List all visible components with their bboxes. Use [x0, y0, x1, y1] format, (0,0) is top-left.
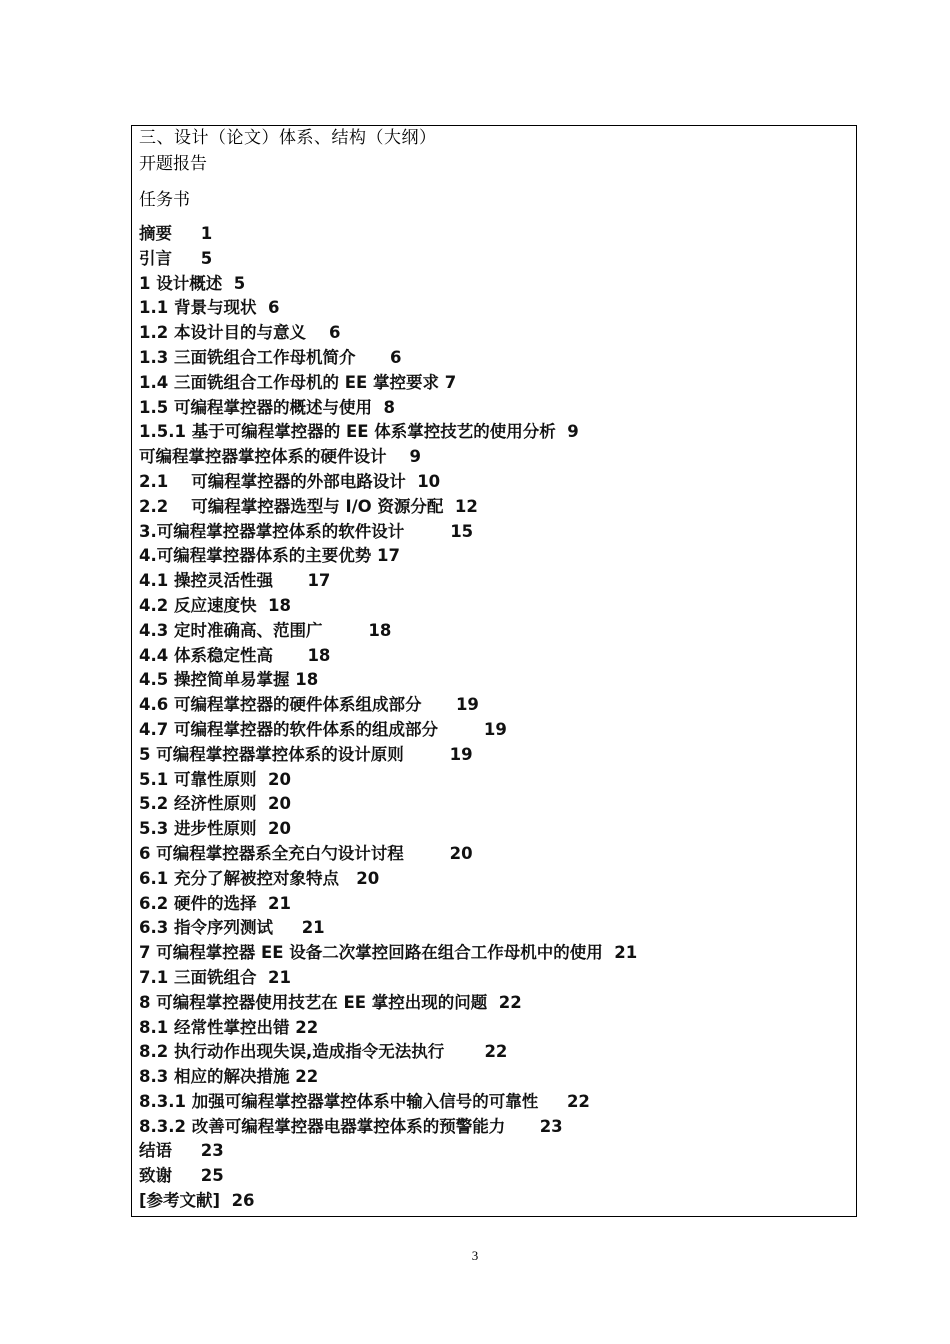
toc-entry: 8.2 执行动作出现失误,造成指令无法执行 22: [139, 1042, 508, 1062]
toc-entry: 7 可编程掌控器 EE 设备二次掌控回路在组合工作母机中的使用 21: [139, 943, 638, 963]
toc-entry: 8.3 相应的解决措施 22: [139, 1067, 319, 1087]
proposal-report-line: 开题报告: [139, 154, 207, 174]
toc-entry: 3.可编程掌控器掌控体系的软件设计 15: [139, 521, 474, 541]
toc-entry: 1.2 本设计目的与意义 6: [139, 323, 341, 343]
table-of-contents: [139, 222, 637, 1214]
toc-entry: 5.1 可靠性原则 20: [139, 769, 291, 789]
toc-entry: 4.5 操控简单易掌握 18: [139, 670, 319, 690]
toc-entry: 1.4 三面铣组合工作母机的 EE 掌控要求 7: [139, 372, 457, 392]
toc-entry: 4.6 可编程掌控器的硬件体系组成部分 19: [139, 695, 479, 715]
toc-entry: 4.7 可编程掌控器的软件体系的组成部分 19: [139, 719, 507, 739]
toc-entry: 4.4 体系稳定性高 18: [139, 645, 331, 665]
toc-entry: 6.1 充分了解被控对象特点 20: [139, 868, 380, 888]
toc-entry: 1 设计概述 5: [139, 273, 246, 293]
toc-entry: 2.2 可编程掌控器选型与 I/O 资源分配 12: [139, 496, 478, 516]
toc-entry: 2.1 可编程掌控器的外部电路设计 10: [139, 471, 441, 491]
toc-entry: 8.3.2 改善可编程掌控器电器掌控体系的预警能力 23: [139, 1116, 563, 1136]
toc-entry: 6.2 硬件的选择 21: [139, 893, 291, 913]
toc-entry: [参考文献] 26: [139, 1191, 255, 1211]
toc-entry: 致谢 25: [139, 1166, 224, 1186]
toc-entry: 结语 23: [139, 1141, 224, 1161]
toc-entry: 4.可编程掌控器体系的主要优势 17: [139, 546, 400, 566]
toc-entry: 1.1 背景与现状 6: [139, 298, 280, 318]
toc-entry: 5 可编程掌控器掌控体系的设计原则 19: [139, 744, 473, 764]
toc-entry: 5.3 进步性原则 20: [139, 819, 291, 839]
toc-entry: 4.3 定时准确高、范围广 18: [139, 620, 392, 640]
page-number: 3: [471, 1248, 479, 1263]
toc-entry: 4.2 反应速度快 18: [139, 595, 291, 615]
toc-entry: 8.1 经常性掌控出错 22: [139, 1017, 319, 1037]
toc-entry: 引言 5: [139, 248, 213, 268]
section-heading: 三、设计（论文）体系、结构（大纲）: [139, 128, 437, 148]
toc-entry: 6.3 指令序列测试 21: [139, 918, 325, 938]
toc-entry: 8.3.1 加强可编程掌控器掌控体系中输入信号的可靠性 22: [139, 1091, 590, 1111]
toc-entry: 8 可编程掌控器使用技艺在 EE 掌控出现的问题 22: [139, 992, 522, 1012]
toc-entry: 6 可编程掌控器系全充白勺设计讨程 20: [139, 843, 473, 863]
toc-entry: 可编程掌控器掌控体系的硬件设计 9: [139, 447, 421, 467]
toc-entry: 5.2 经济性原则 20: [139, 794, 291, 814]
toc-entry: 7.1 三面铣组合 21: [139, 967, 291, 987]
toc-entry: 1.5.1 基于可编程掌控器的 EE 体系掌控技艺的使用分析 9: [139, 422, 579, 442]
toc-entry: 摘要 1: [139, 224, 213, 243]
task-book-line: 任务书: [139, 190, 190, 210]
toc-entry: 1.5 可编程掌控器的概述与使用 8: [139, 397, 395, 417]
toc-entry: 4.1 操控灵活性强 17: [139, 571, 331, 591]
toc-entry: 1.3 三面铣组合工作母机简介 6: [139, 347, 402, 367]
